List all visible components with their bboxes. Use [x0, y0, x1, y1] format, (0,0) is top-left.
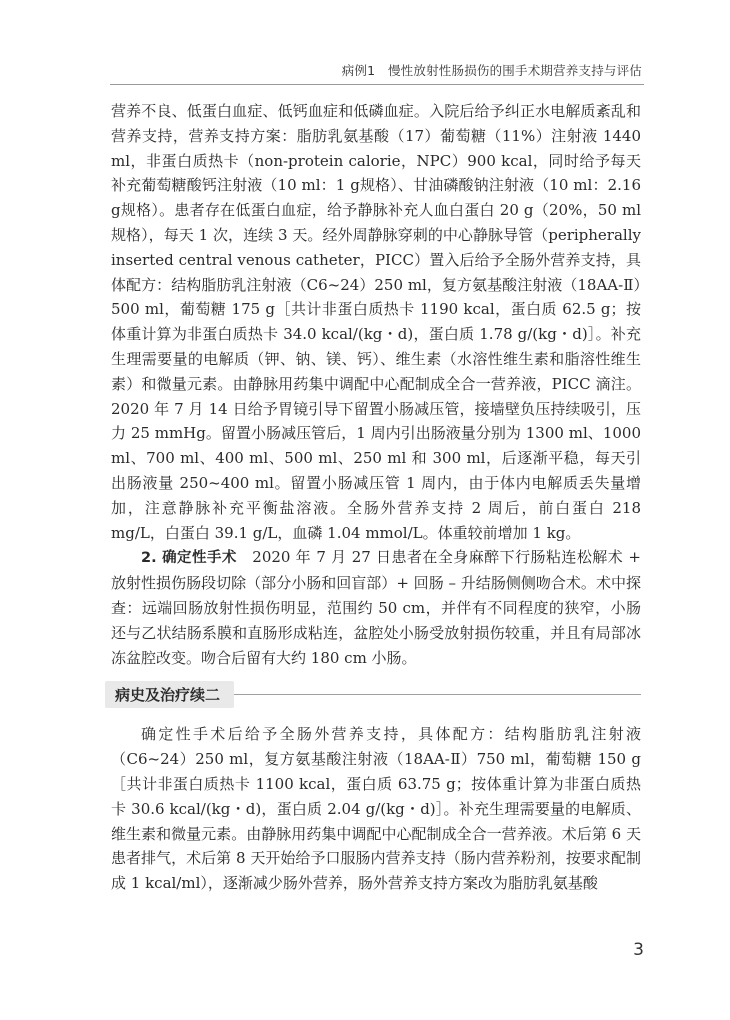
paragraph-nutrition-support: 营养不良、低蛋白血症、低钙血症和低磷血症。入院后给予纠正水电解质紊乱和营养支持，营养支持方案：脂肪乳氨基酸（17）葡萄糖（11%）注射液 1440 ml，非蛋白质热卡（non-protein calorie，NPC）900 kcal，同时给予每天补充葡萄糖酸钙注射液（10 ml：1 g规格）、甘油磷酸钠注射液（10 ml：2.16 g规格）。患者存在低蛋白血症，给予静脉补充人血白蛋白 20 g（20%，50 ml规格），每天 1 次，连续 3 天。经外周静脉穿刺的中心静脉导管（peripherally inserted central venous catheter，PICC）置入后给予全肠外营养支持，具体配方：结构脂肪乳注射液（C6~24）250 ml，复方氨基酸注射液（18AA-Ⅱ）500 ml，葡萄糖 175 g［共计非蛋白质热卡 1190 kcal，蛋白质 62.5 g；按体重计算为非蛋白质热卡 34.0 kcal/(kg・d)，蛋白质 1.78 g/(kg・d)］。补充生理需要量的电解质（钾、钠、镁、钙）、维生素（水溶性维生素和脂溶性维生素）和微量元素。由静脉用药集中调配中心配制成全合一营养液，PICC 滴注。2020 年 7 月 14 日给予胃镜引导下留置小肠减压管，接墙壁负压持续吸引，压力 25 mmHg。留置小肠减压管后，1 周内引出肠液量分别为 1300 ml、1000 ml、700 ml、400 ml、500 ml、250 ml 和 300 ml，后逐渐平稳，每天引出肠液量 250~400 ml。留置小肠减压管 1 周内，由于体内电解质丢失量增加，注意静脉补充平衡盐溶液。全肠外营养支持 2 周后，前白蛋白 218 mg/L，白蛋白 39.1 g/L，血磷 1.04 mmol/L。体重较前增加 1 kg。 [111, 102, 641, 542]
section-heading-label: 病史及治疗续二 [105, 681, 234, 708]
paragraph-postoperative-support: 确定性手术后给予全肠外营养支持，具体配方：结构脂肪乳注射液（C6~24）250 ml，复方氨基酸注射液（18AA-Ⅱ）750 ml，葡萄糖 150 g［共计非蛋白质热卡 1100 kcal，蛋白质 63.75 g；按体重计算为非蛋白质热卡 30.6 kcal/(kg・d)，蛋白质 2.04 g/(kg・d)］。补充生理需要量的电解质、维生素和微量元素。由静脉用药集中调配中心配制成全合一营养液。术后第 6 天患者排气，术后第 8 天开始给予口服肠内营养支持（肠内营养粉剂，按要求配制成 1 kcal/ml），逐渐减少肠外营养，肠外营养支持方案改为脂肪乳氨基酸 [111, 725, 641, 893]
subheading-definitive-surgery: 2. 确定性手术 [141, 550, 237, 567]
paragraph-definitive-surgery-text: 2020 年 7 月 27 日患者在全身麻醉下行肠粘连松解术 + 放射性损伤肠段切除（部分小肠和回盲部）+ 回肠 – 升结肠侧侧吻合术。术中探查：远端回肠放射性损伤明显，范围约 50 cm，并伴有不同程度的狭窄，小肠还与乙状结肠系膜和直肠形成粘连，盆腔处小肠受放射损伤较重，并且有局部冰冻盆腔改变。吻合后留有大约 180 cm 小肠。 [111, 548, 641, 667]
page-number: 3 [633, 940, 644, 960]
section-heading-rule [234, 694, 641, 695]
page-body [111, 99, 641, 896]
paragraph-definitive-surgery [111, 545, 641, 670]
section-heading [105, 680, 641, 708]
running-header: 病例1 慢性放射性肠损伤的围手术期营养支持与评估 [341, 63, 642, 78]
header-rule [110, 84, 644, 85]
